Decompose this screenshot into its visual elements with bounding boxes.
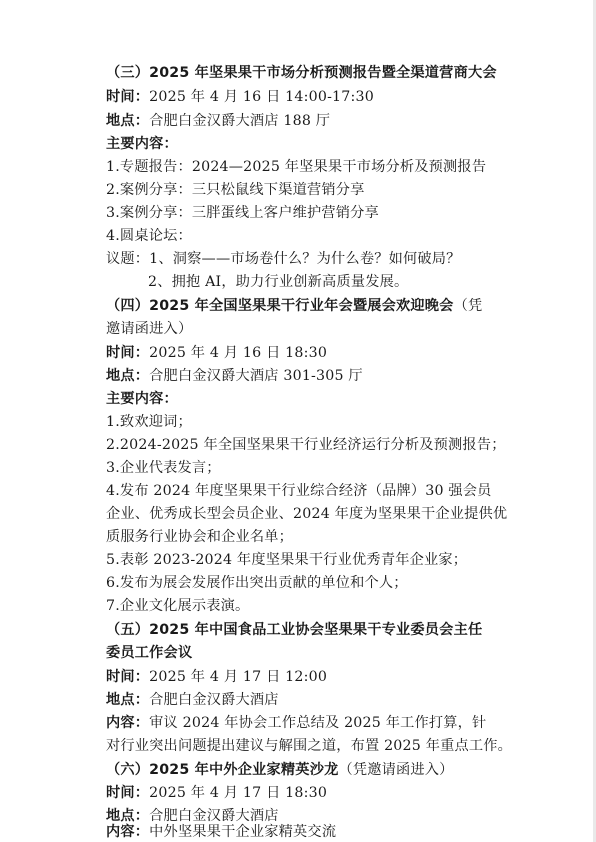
section-3-place (106, 111, 330, 131)
list-item: 7.企业文化展示表演。 (106, 598, 250, 614)
list-item: 1.致欢迎词； (106, 414, 192, 430)
section-4-content-label: 主要内容： (106, 391, 178, 407)
section-4-title-text: （四）2025 年全国坚果果干行业年会暨展会欢迎晚会 (106, 298, 454, 314)
section-6-time (106, 783, 327, 803)
section-4-place (106, 366, 363, 386)
section-5-content-continued: 对行业突出问题提出建议与解围之道，布置 2025 年重点工作。 (106, 738, 513, 754)
list-item: 5.表彰 2023-2024 年度坚果果干行业优秀青年企业家； (106, 552, 468, 568)
section-4-title-note: （凭 (453, 298, 483, 314)
place-value: 合肥白金汉爵大酒店 301-305 厅 (149, 368, 363, 384)
section-5-place (106, 690, 279, 710)
content-value: 中外坚果果干企业家精英交流 (149, 824, 337, 840)
place-label: 地点： (106, 808, 150, 824)
content-label: 内容： (106, 824, 150, 840)
section-4-title (106, 296, 482, 316)
section-5-title-continued: 委员工作会议 (106, 645, 193, 661)
list-item: 6.发布为展会发展作出突出贡献的单位和个人； (106, 575, 408, 591)
section-4-time (106, 343, 327, 363)
place-label: 地点： (106, 368, 150, 384)
place-value: 合肥白金汉爵大酒店 (149, 808, 279, 824)
section-6-title (106, 760, 454, 780)
place-value: 合肥白金汉爵大酒店 188 厅 (149, 113, 331, 129)
time-label: 时间： (106, 785, 150, 801)
list-item: 2.2024-2025 年全国坚果果干行业经济运行分析及预测报告； (106, 437, 506, 453)
content-label: 内容： (106, 715, 150, 731)
time-label: 时间： (106, 345, 150, 361)
time-value: 2025 年 4 月 16 日 14:00-17:30 (149, 89, 374, 105)
list-item: 1.专题报告：2024—2025 年坚果果干市场分析及预测报告 (106, 159, 487, 175)
place-value: 合肥白金汉爵大酒店 (149, 692, 279, 708)
list-item-continued: 质服务行业协会和企业名单； (106, 529, 294, 545)
section-5-content (106, 713, 486, 733)
place-label: 地点： (106, 692, 150, 708)
time-value: 2025 年 4 月 17 日 18:30 (149, 785, 328, 801)
list-item: 4.圆桌论坛： (106, 228, 192, 244)
place-label: 地点： (106, 113, 150, 129)
section-4-title-continued: 邀请函进入） (106, 321, 193, 337)
section-6-title-text: （六）2025 年中外企业家精英沙龙 (106, 762, 339, 778)
section-5-title: （五）2025 年中国食品工业协会坚果果干专业委员会主任 (106, 622, 483, 638)
topic-line: 2、拥抱 AI，助力行业创新高质量发展。 (148, 274, 409, 290)
time-value: 2025 年 4 月 17 日 12:00 (149, 669, 328, 685)
section-3-title: （三）2025 年坚果果干市场分析预测报告暨全渠道营商大会 (106, 65, 497, 81)
section-6-content (106, 822, 336, 842)
list-item: 2.案例分享：三只松鼠线下渠道营销分享 (106, 182, 365, 198)
topic-line: 议题：1、洞察——市场卷什么？为什么卷？如何破局？ (106, 251, 461, 267)
section-5-time (106, 667, 327, 687)
section-3-content-label: 主要内容： (106, 136, 178, 152)
section-6-title-note: （凭邀请函进入） (338, 762, 454, 778)
list-item: 3.企业代表发言； (106, 460, 221, 476)
list-item-continued: 企业、优秀成长型会员企业、2024 年度为坚果果干企业提供优 (106, 506, 508, 522)
time-label: 时间： (106, 89, 150, 105)
time-value: 2025 年 4 月 16 日 18:30 (149, 345, 328, 361)
time-label: 时间： (106, 669, 150, 685)
content-value: 审议 2024 年协会工作总结及 2025 年工作打算，针 (149, 715, 487, 731)
list-item: 3.案例分享：三胖蛋线上客户维护营销分享 (106, 205, 379, 221)
section-3-time (106, 87, 374, 107)
list-item: 4.发布 2024 年度坚果果干行业综合经济（品牌）30 强会员 (106, 483, 492, 499)
